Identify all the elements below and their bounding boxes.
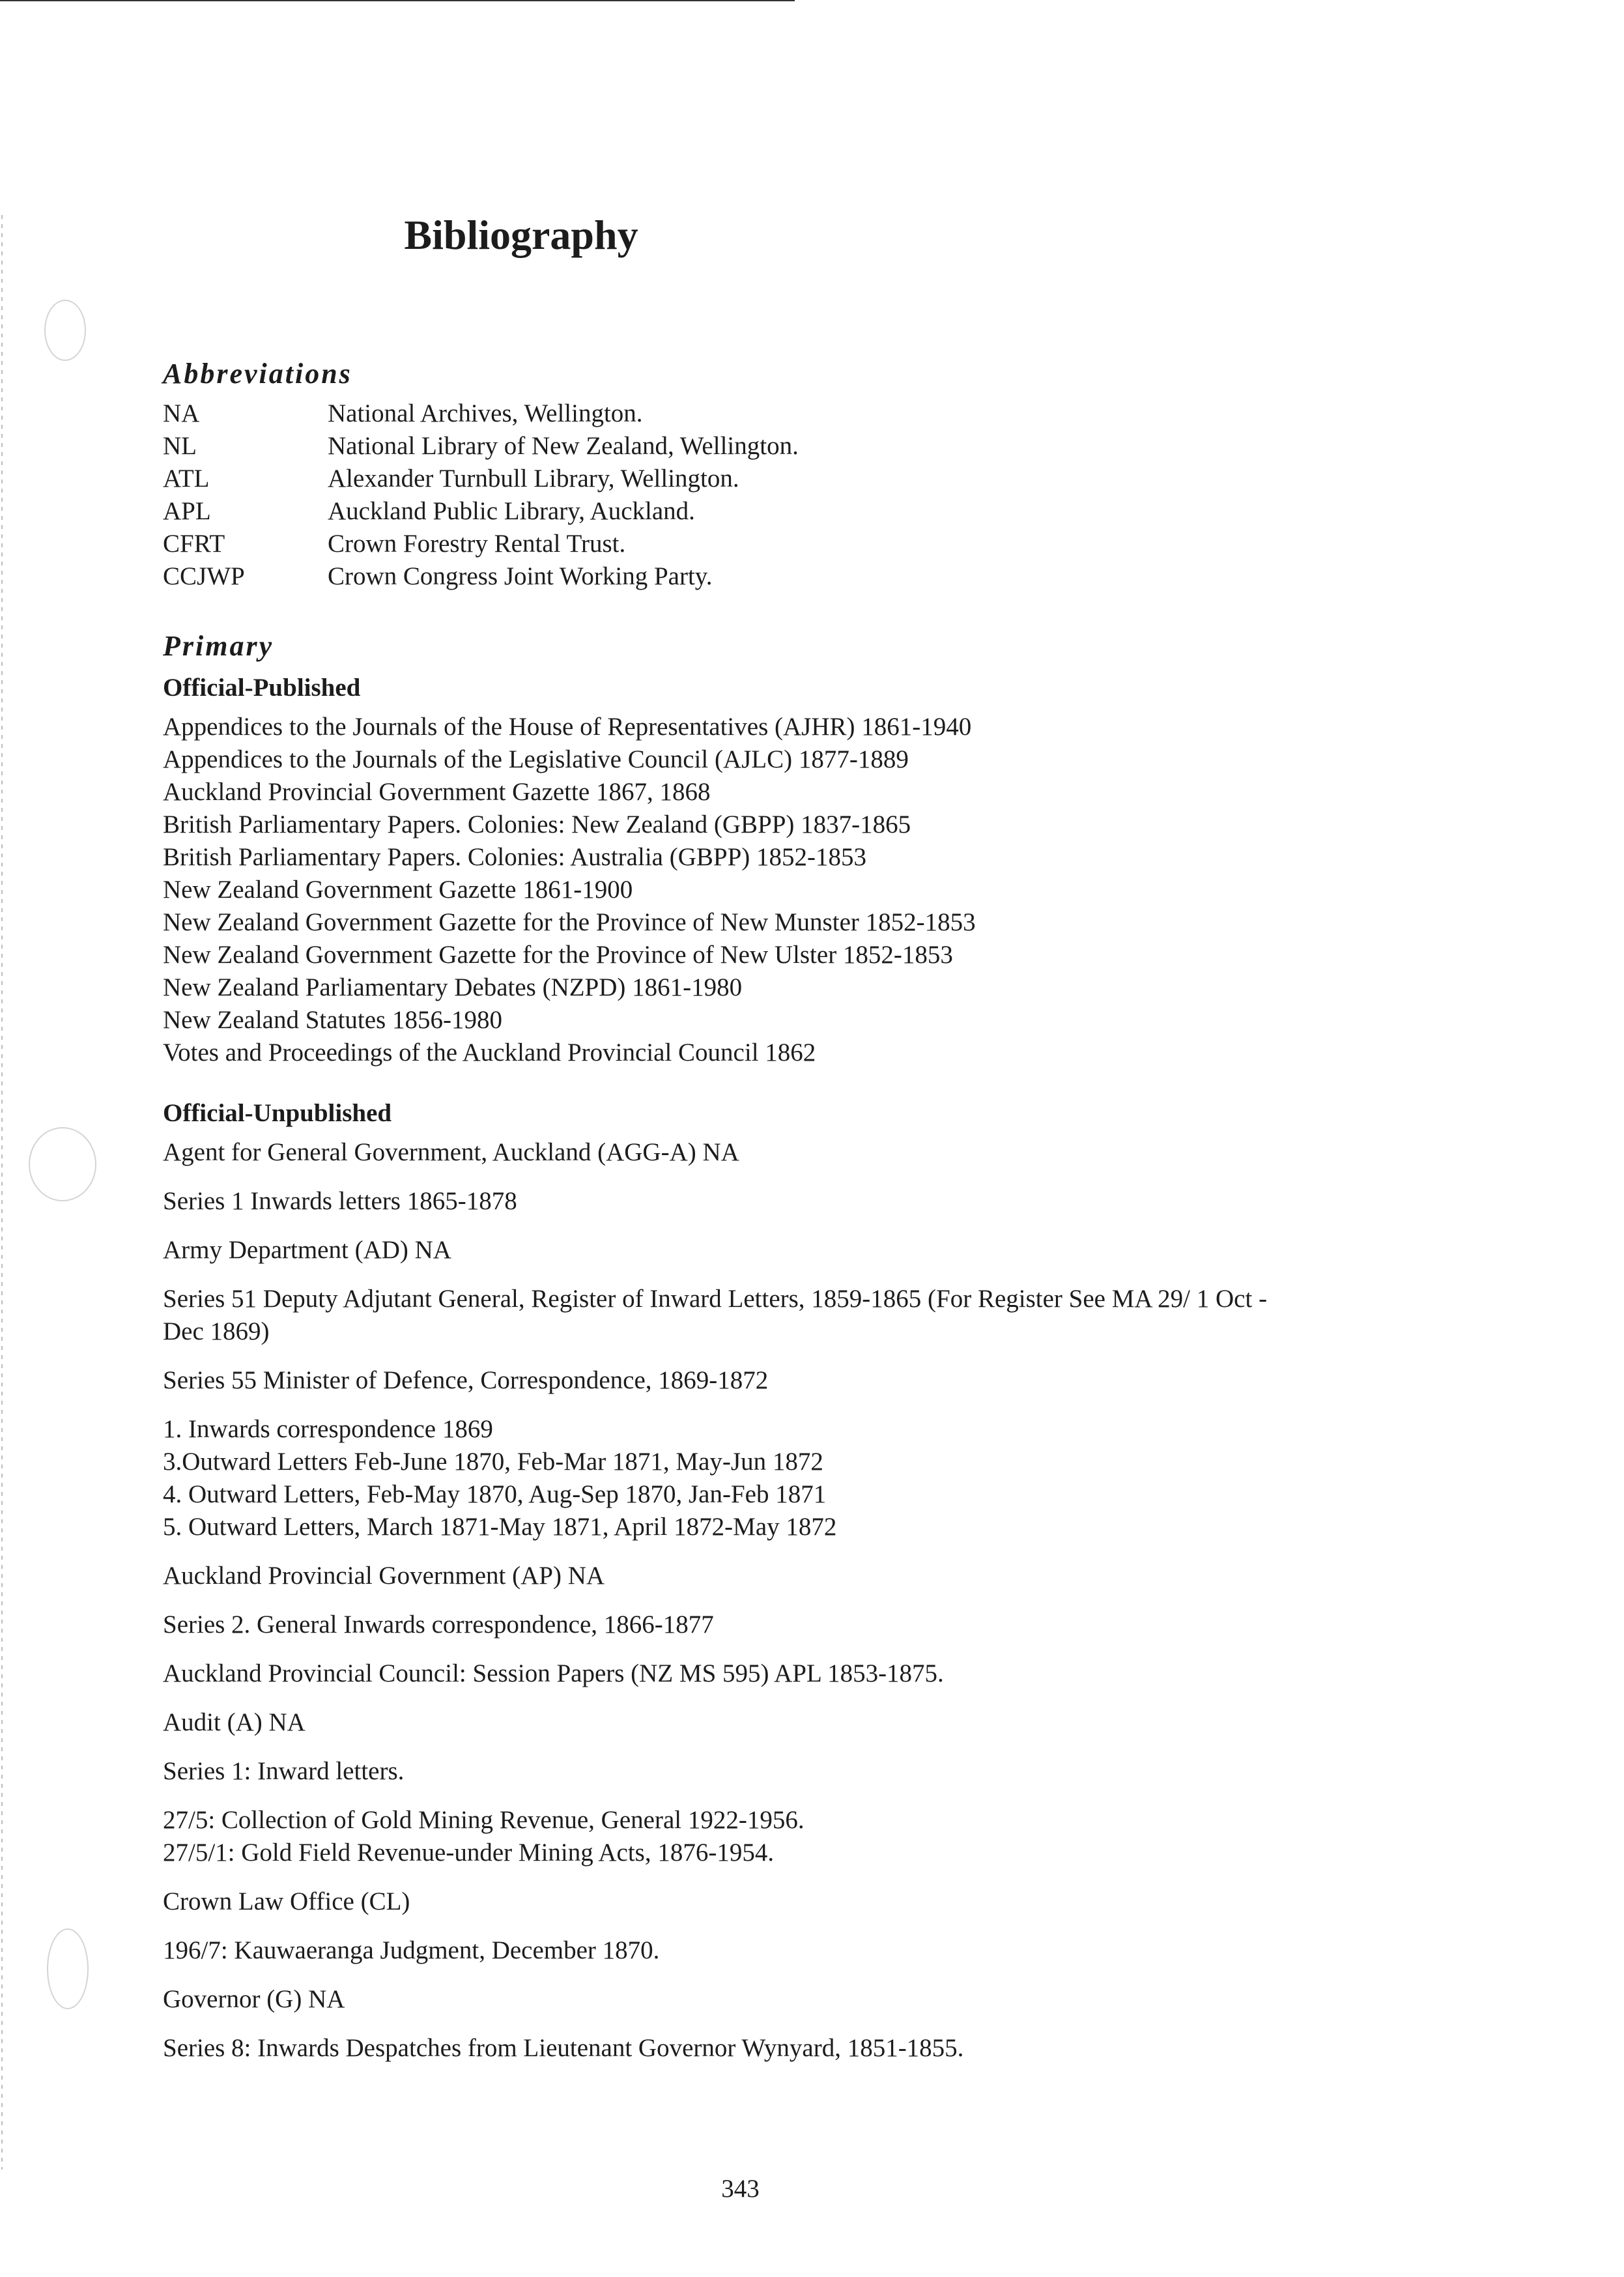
- list-item: 4. Outward Letters, Feb-May 1870, Aug-Sep 1870, Jan-Feb 1871: [163, 1480, 827, 1508]
- abbreviation-code: ATL: [163, 465, 210, 493]
- archive-heading: Agent for General Government, Auckland (AGG-A) NA: [163, 1138, 739, 1166]
- official-published-list: [163, 711, 1466, 1069]
- abbreviation-meaning: National Archives, Wellington.: [328, 399, 643, 427]
- published-entry: New Zealand Government Gazette 1861-1900: [163, 876, 633, 904]
- primary-heading: Primary: [163, 630, 274, 662]
- published-entry: British Parliamentary Papers. Colonies: Australia (GBPP) 1852-1853: [163, 843, 866, 871]
- archive-heading: Crown Law Office (CL): [163, 1887, 410, 1915]
- page-number: 343: [721, 2175, 760, 2203]
- left-scan-edge: [1, 215, 3, 2170]
- list-item: 3.Outward Letters Feb-June 1870, Feb-Mar 1871, May-Jun 1872: [163, 1448, 823, 1476]
- series-entry: Series 55 Minister of Defence, Correspondence, 1869-1872: [163, 1366, 769, 1394]
- abbreviation-meaning: Alexander Turnbull Library, Wellington.: [328, 465, 739, 493]
- official-unpublished-heading: Official-Unpublished: [163, 1099, 392, 1127]
- page-body: [163, 206, 1466, 2081]
- abbreviation-row: [163, 528, 1466, 560]
- list-item: 1. Inwards correspondence 1869: [163, 1415, 493, 1443]
- abbreviation-row: [163, 560, 1466, 593]
- abbreviation-code: APL: [163, 497, 211, 525]
- top-scan-rule: [0, 0, 795, 1]
- page-title: Bibliography: [404, 212, 638, 258]
- abbreviation-code: NL: [163, 432, 197, 460]
- series-entry: Series 2. General Inwards correspondence, 1866-1877: [163, 1611, 714, 1639]
- published-entry: New Zealand Government Gazette for the Province of New Munster 1852-1853: [163, 908, 976, 936]
- abbreviation-row: [163, 430, 1466, 463]
- margin-punch-mark: [47, 1928, 89, 2009]
- abbreviation-meaning: Crown Congress Joint Working Party.: [328, 562, 713, 590]
- published-entry: New Zealand Parliamentary Debates (NZPD) 1861-1980: [163, 973, 743, 1001]
- published-entry: Votes and Proceedings of the Auckland Provincial Council 1862: [163, 1038, 816, 1067]
- published-entry: New Zealand Statutes 1856-1980: [163, 1006, 502, 1034]
- archive-heading: Auckland Provincial Government (AP) NA: [163, 1562, 605, 1590]
- abbreviation-code: CFRT: [163, 530, 225, 558]
- abbreviation-row: [163, 463, 1466, 495]
- abbreviation-row: [163, 495, 1466, 528]
- archive-heading: Army Department (AD) NA: [163, 1236, 451, 1264]
- published-entry: Auckland Provincial Government Gazette 1867, 1868: [163, 778, 711, 806]
- official-unpublished-list: [163, 1136, 1466, 2065]
- archive-heading: Governor (G) NA: [163, 1985, 345, 2013]
- archive-heading: Audit (A) NA: [163, 1708, 306, 1736]
- series-entry: Series 1 Inwards letters 1865-1878: [163, 1187, 517, 1215]
- published-entry: Appendices to the Journals of the Legislative Council (AJLC) 1877-1889: [163, 745, 909, 773]
- abbreviation-code: NA: [163, 399, 200, 427]
- list-item: 27/5: Collection of Gold Mining Revenue, General 1922-1956.: [163, 1806, 805, 1834]
- series-entry: Series 1: Inward letters.: [163, 1757, 405, 1785]
- abbreviation-row: [163, 397, 1466, 430]
- abbreviation-code: CCJWP: [163, 562, 245, 590]
- list-item: 5. Outward Letters, March 1871-May 1871, April 1872-May 1872: [163, 1513, 837, 1541]
- published-entry: British Parliamentary Papers. Colonies: New Zealand (GBPP) 1837-1865: [163, 810, 911, 838]
- margin-punch-mark: [44, 300, 86, 361]
- army-items: [163, 1413, 1270, 1543]
- published-entry: New Zealand Government Gazette for the Province of New Ulster 1852-1853: [163, 941, 953, 969]
- audit-items: [163, 1804, 1270, 1869]
- series-entry: 196/7: Kauwaeranga Judgment, December 1870.: [163, 1936, 660, 1964]
- abbreviations-table: [163, 397, 1466, 593]
- series-entry: Series 8: Inwards Despatches from Lieutenant Governor Wynyard, 1851-1855.: [163, 2034, 964, 2062]
- abbreviations-heading: Abbreviations: [163, 358, 352, 390]
- official-published-heading: Official-Published: [163, 674, 361, 702]
- series-entry: Series 51 Deputy Adjutant General, Register of Inward Letters, 1859-1865 (For Register See MA 29/ 1 Oct -Dec 1869): [163, 1285, 1268, 1345]
- list-item: 27/5/1: Gold Field Revenue-under Mining Acts, 1876-1954.: [163, 1839, 775, 1867]
- margin-punch-mark: [29, 1127, 96, 1201]
- abbreviation-meaning: National Library of New Zealand, Wellington.: [328, 432, 799, 460]
- archive-heading: Auckland Provincial Council: Session Papers (NZ MS 595) APL 1853-1875.: [163, 1659, 944, 1687]
- published-entry: Appendices to the Journals of the House of Representatives (AJHR) 1861-1940: [163, 713, 972, 741]
- abbreviation-meaning: Crown Forestry Rental Trust.: [328, 530, 626, 558]
- abbreviation-meaning: Auckland Public Library, Auckland.: [328, 497, 695, 525]
